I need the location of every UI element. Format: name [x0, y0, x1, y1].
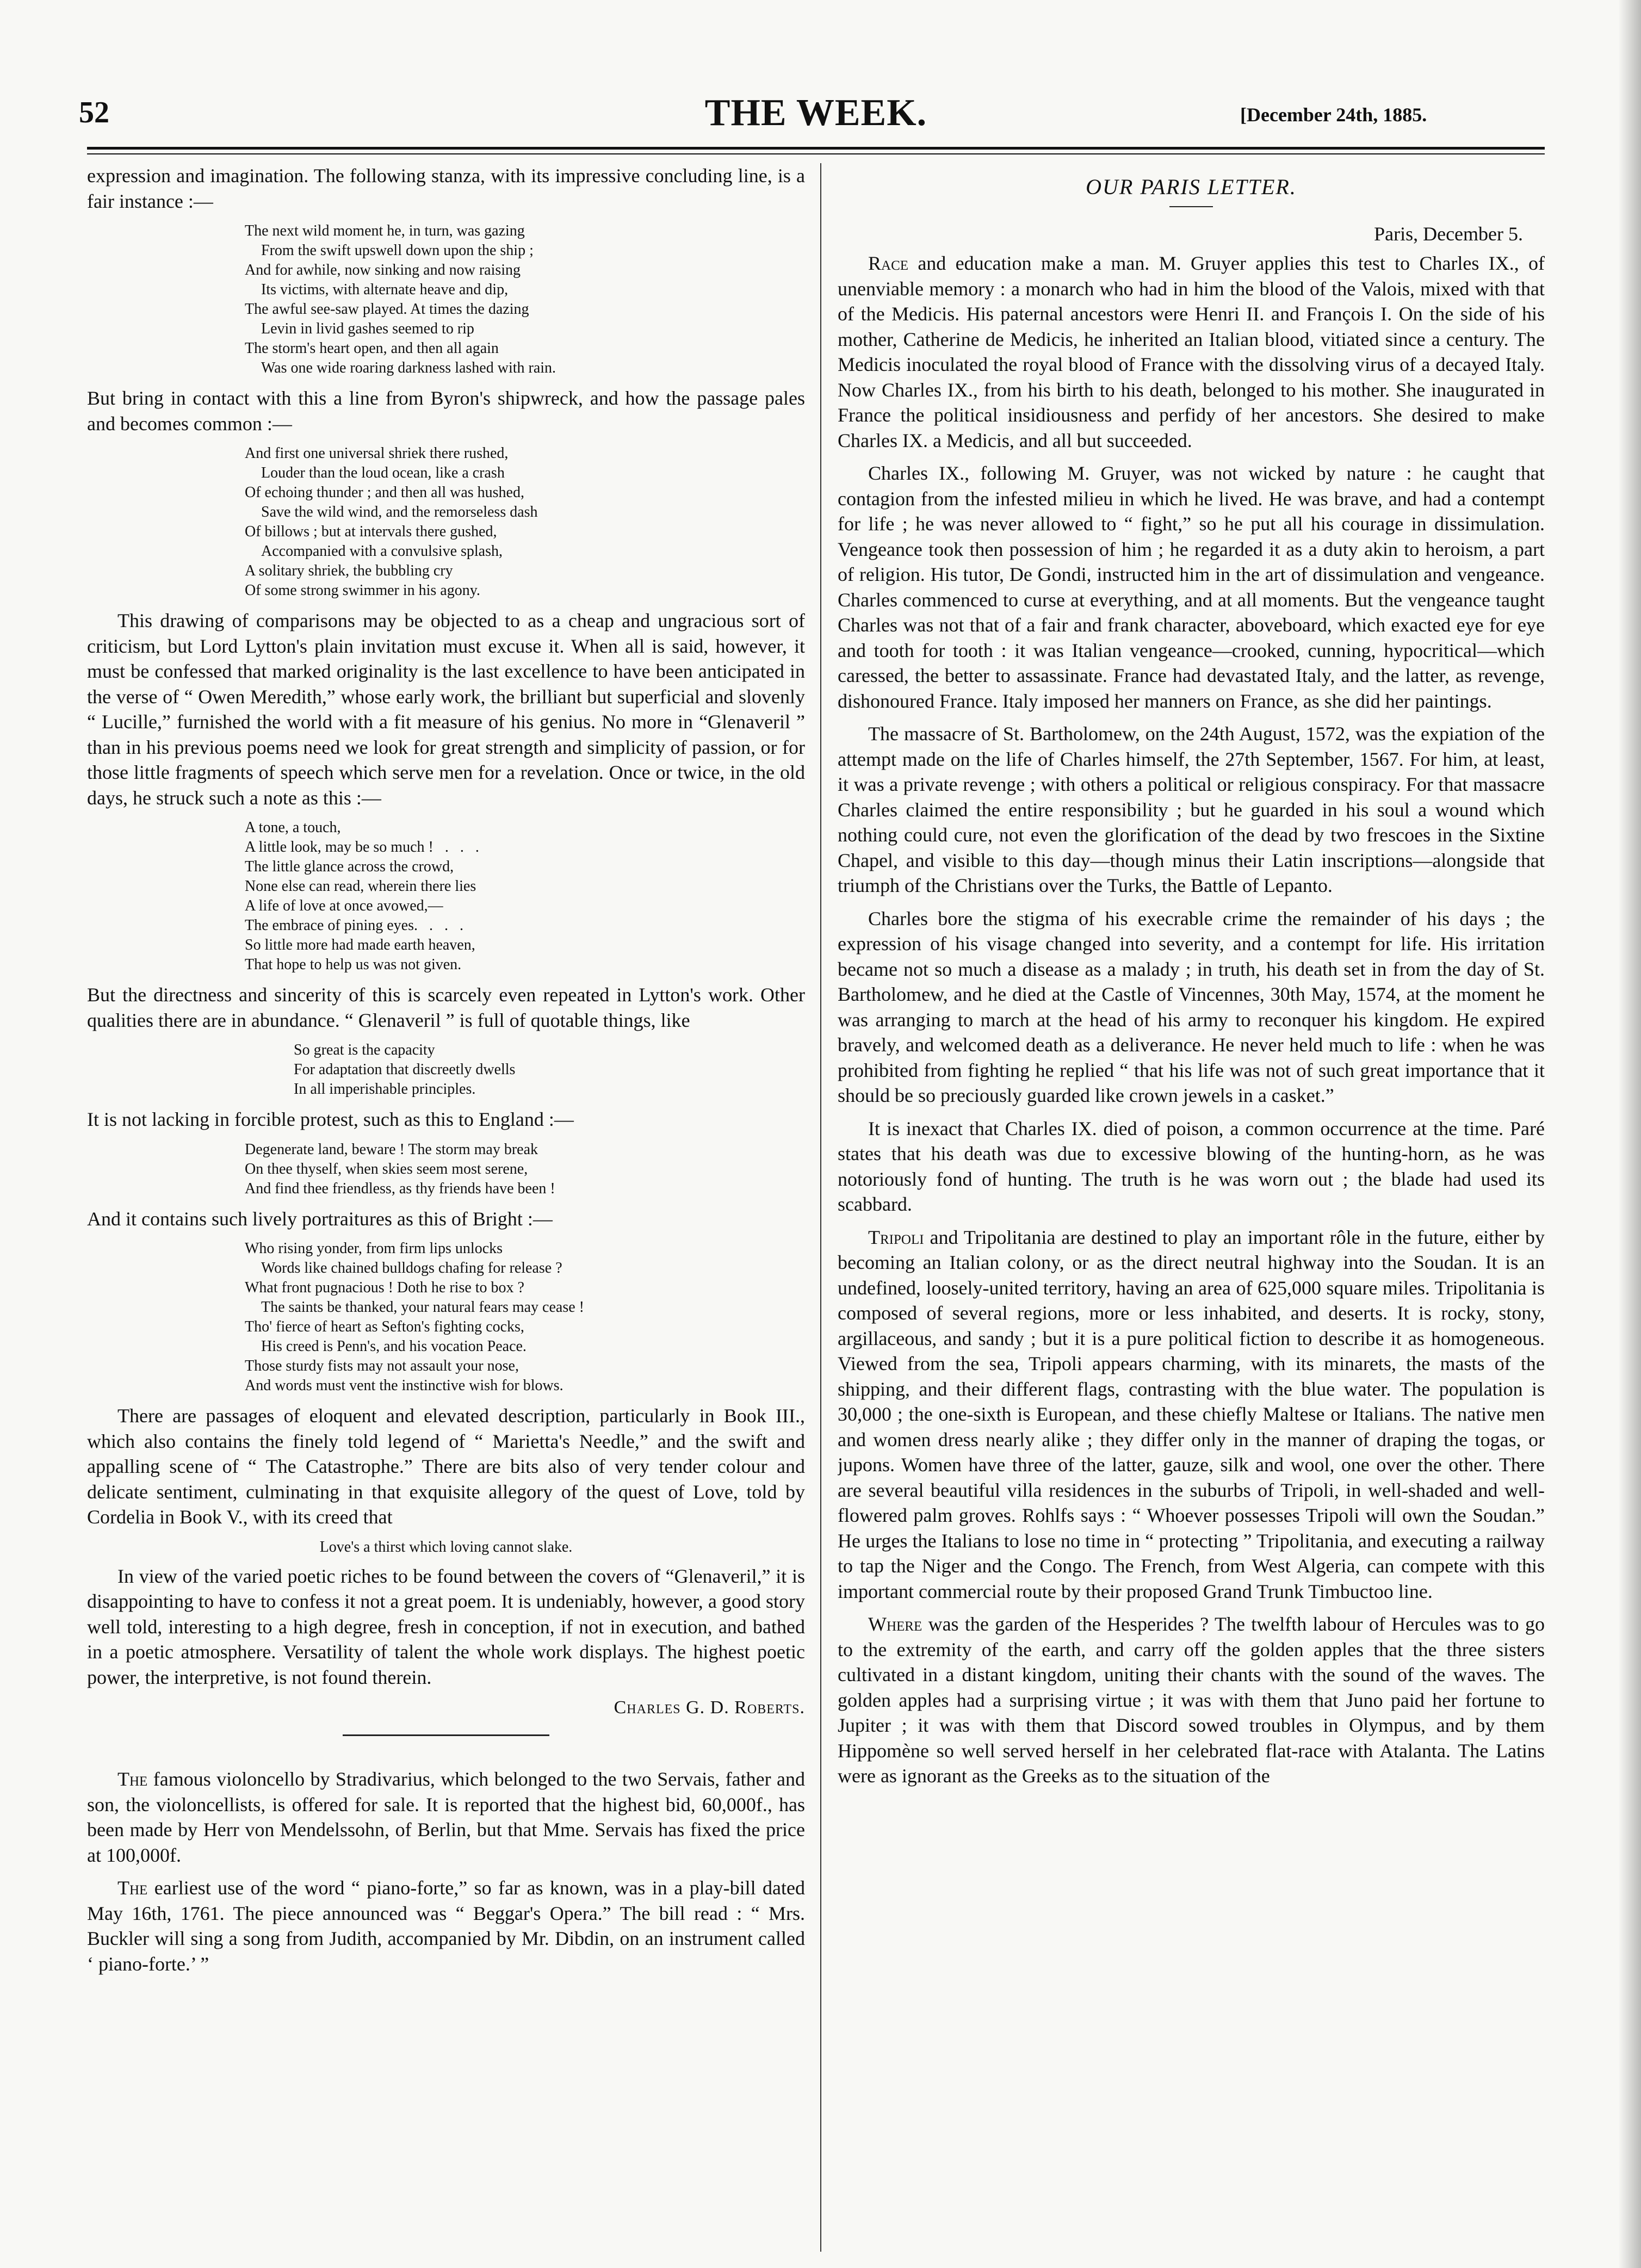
verse-line: None else can read, wherein there lies — [245, 878, 476, 895]
verse-owen-meredith — [245, 818, 805, 975]
section-divider — [343, 1734, 549, 1736]
verse-line: Degenerate land, beware ! The storm may break — [245, 1141, 538, 1158]
paragraph-charles: Charles IX., following M. Gruyer, was not wicked by nature : he caught that contagion from the infested milieu in which he lived. He was brave, and had a contempt for life ; he was never allowed to “ fight,” so he put all his courage in dissimulation. Vengeance took then possession of him ; he regarded it as a duty akin to heroism, a part of religion. His tutor, De Gondi, instructed him in the art of dissimulation and vengeance. Charles commenced to curse at everything, and at all moments. But the vengeance taught Charles was not that of a fair and frank character, aboveboard, which exacted eye for eye and tooth for tooth : it was Italian vengeance—crooked, cunning, hypocritical—which caressed, the better to assassinate. France had devastated Italy, and the latter, as revenge, dishonoured France. Italy imposed her manners on France, as she did her paintings. — [838, 462, 1545, 712]
page-edge-shadow — [1618, 0, 1641, 2268]
verse-line: Accompanied with a convulsive splash, — [261, 543, 503, 560]
verse-line: And words must vent the instinctive wish for blows. — [245, 1377, 563, 1394]
verse-line: The storm's heart open, and then all again — [245, 340, 499, 357]
verse-england — [245, 1140, 805, 1199]
verse-line: Levin in livid gashes seemed to rip — [261, 320, 474, 337]
paragraph-passages: There are passages of eloquent and elevated description, particularly in Book III., which also contains the finely told legend of “ Marietta's Needle,” and the swift and appalling scene of “ The Catastrophe.” There are bits also of very tender colour and delicate sentiment, culminating in that exquisite allegory of the quest of Love, told by Cordelia in Book V., with its creed that — [87, 1405, 805, 1528]
paragraph-bright: And it contains such lively portraitures as this of Bright :— — [87, 1207, 553, 1230]
heading-rule — [1169, 206, 1213, 207]
verse-line: For adaptation that discreetly dwells — [294, 1061, 516, 1078]
paragraph-race — [838, 251, 1545, 453]
verse-line: The saints be thanked, your natural fears may cease ! — [261, 1299, 584, 1316]
paragraph-text: was the garden of the Hesperides ? The twelfth labour of Hercules was to go to the extremity of the earth, and carry off the golden apples that the three sisters cultivated in a distant kingdom, uniting their chants with the sound of the waves. The golden apples had a surprising virtue ; it was with them that Juno paid her fortune to Jupiter ; it was with them that Discord sowed troubles in Olympus, and by them Hippomène so well served herself in her celebrated flat-race with Atalanta. The Latins were as ignorant as the Greeks as to the situation of the — [838, 1613, 1545, 1787]
verse-line: And find thee friendless, as thy friends have been ! — [245, 1180, 555, 1197]
lead-word: The — [117, 1877, 148, 1899]
paragraph-text: and Tripolitania are destined to play an important rôle in the future, either by becoming an Italian colony, or as the direct neutral highway into the Soudan. It is an undefined, loosely-united territory, having an area of 625,000 square miles. Tripolitania is composed of several regions, more or less inhabited, and deserts. It is rocky, stony, argillaceous, and sandy ; but it is a pure political fiction to describe it as homogeneous. Viewed from the sea, Tripoli appears charming, with its minarets, the masts of the shipping, and their different flags, contrasting with the blue water. The population is 30,000 ; the one-sixth is European, and these chiefly Maltese or Italians. The native men and women dress nearly alike ; they differ only in the manner of draping the togas, or jupons. Women have three of the latter, gauze, silk and wool, one over the other. There are several beautiful villa residences in the suburbs of Tripoli, in well-shaded and well-flowered palm groves. Rohlfs says : “ Whoever possesses Tripoli will own the Soudan.” He urges the Italians to lose no time in “ protecting ” Tripolitania, and executing a railway to tap the Niger and the Congo. The French, from West Algeria, can compete with this important commercial route by their proposed Grand Trunk Timbuctoo line. — [838, 1226, 1545, 1602]
verse-line: A life of love at once avowed,— — [245, 897, 443, 914]
left-column — [87, 163, 805, 2252]
lead-word: Tripoli — [868, 1226, 924, 1248]
paragraph-poison: It is inexact that Charles IX. died of poison, a common occurrence at the time. Paré states that his death was due to excessive blowing of the hunting-horn, as he was notoriously fond of hunting. The truth is he was worn out ; the blade had used its scabbard. — [838, 1117, 1545, 1215]
paragraph-protest: It is not lacking in forcible protest, such as this to England :— — [87, 1108, 574, 1130]
section-heading: OUR PARIS LETTER. — [1086, 175, 1297, 199]
paragraph-directness: But the directness and sincerity of this is scarcely even repeated in Lytton's work. Other qualities there are in abundance. “ Glenaveril ” is full of quotable things, like — [87, 984, 805, 1031]
paragraph-text: and education make a man. M. Gruyer applies this test to Charles IX., of unenviable memory : a monarch who had in him the blood of the Valois, mixed with that of the Medicis. His paternal ancestors were Henri II. and François I. On the side of his mother, Catherine de Medicis, he inherited an Italian blood, vitiated since a century. The Medicis inoculated the royal blood of France with the dissolving virus of a decayed Italy. Now Charles IX., from his birth to his death, belonged to his mother. She inaugurated in France the political insidiousness and perfidy of her ancestors. She desired to make Charles IX. a Medicis, and all but succeeded. — [838, 252, 1545, 451]
verse-line: Words like chained bulldogs chafing for release ? — [261, 1260, 562, 1276]
verse-line: The awful see-saw played. At times the dazing — [245, 301, 529, 318]
lead-word: The — [117, 1768, 148, 1790]
verse-line: A little look, may be so much ! . . . — [245, 839, 479, 856]
verse-line: And for awhile, now sinking and now raising — [245, 262, 521, 278]
verse-line: Save the wild wind, and the remorseless dash — [261, 504, 538, 520]
verse-line: Of billows ; but at intervals there gushed, — [245, 523, 497, 540]
verse-line: In all imperishable principles. — [294, 1081, 476, 1098]
paragraph-tripoli — [838, 1225, 1545, 1604]
paragraph-intro: expression and imagination. The following stanza, with its impressive concluding line, is a fair instance :— — [87, 165, 805, 212]
verse-line: A tone, a touch, — [245, 819, 341, 836]
verse-capacity — [294, 1040, 805, 1099]
verse-line: The little glance across the crowd, — [245, 858, 454, 875]
verse-line: Louder than the loud ocean, like a crash — [261, 464, 505, 481]
verse-line: From the swift upswell down upon the ship ; — [261, 242, 534, 259]
verse-byron — [245, 444, 805, 600]
lead-word: Where — [868, 1613, 922, 1635]
verse-love-thirst: Love's a thirst which loving cannot slake. — [319, 1538, 573, 1556]
paragraph-stigma: Charles bore the stigma of his execrable crime the remainder of his days ; the expression of his visage changed into severity, and a contempt for life. His irritation became not so much a disease as a malady ; in truth, his death set in from the day of St. Bartholomew, and he died at the Castle of Vincennes, 30th May, 1574, at the moment he was arranging to march at the head of his army to reconquer his kingdom. He expired bravely, and welcomed death as a deliverance. He never held much to life : when he was prohibited from fighting he replied “ that his life was not of such great importance that it should be so preciously guarded like crown jewels in a casket.” — [838, 907, 1545, 1106]
paragraph-text: earliest use of the word “ piano-forte,” so far as known, was in a play-bill dated May 16th, 1761. The piece announced was “ Beggar's Opera.” The bill read : “ Mrs. Buckler will sing a song from Judith, accompanied by Mr. Dibdin, on an instrument called ‘ piano-forte.’ ” — [87, 1877, 805, 1975]
paragraph-comparisons: This drawing of comparisons may be objected to as a cheap and ungracious sort of criticism, but Lord Lytton's plain invitation must excuse it. When all is said, however, it must be confessed that marked originality is the last excellence to have been anticipated in the verse of “ Owen Meredith,” whose early work, the brilliant but superficial and slovenly “ Lucille,” furnished the world with a fit measure of his genius. No more in “Glenaveril ” than in his previous poems need we look for great strength and simplicity of passion, or for those little fragments of speech which serve men for a revelation. Once or twice, in the old days, he struck such a note as this :— — [87, 610, 805, 809]
page-number: 52 — [79, 96, 109, 129]
verse-line: Those sturdy fists may not assault your nose, — [245, 1358, 519, 1374]
verse-line: Was one wide roaring darkness lashed with rain. — [261, 360, 556, 376]
header-rule-thick — [87, 147, 1545, 150]
paragraph-piano-forte — [87, 1875, 805, 1976]
verse-line: His creed is Penn's, and his vocation Peace. — [261, 1338, 527, 1355]
verse-line: And first one universal shriek there rushed, — [245, 445, 509, 462]
right-column — [838, 163, 1545, 2252]
paragraph-violoncello — [87, 1767, 805, 1868]
verse-line: That hope to help us was not given. — [245, 956, 462, 973]
paragraph-massacre: The massacre of St. Bartholomew, on the 24th August, 1572, was the expiation of the attempt made on the life of Charles himself, the 27th September, 1567. For him, at least, it was a private revenge ; with others a political or religious conspiracy. For that massacre Charles claimed the entire responsibility ; but he guarded in his soul a wound which nothing could cure, not even the glorification of the dead by two frescoes in the Sixtine Chapel, and visible to this day—though minus their Latin inscriptions—alongside that triumph of the Christians over the Turks, the Battle of Lepanto. — [838, 723, 1545, 896]
verse-line: Of some strong swimmer in his agony. — [245, 582, 480, 599]
paragraph-byron: But bring in contact with this a line from Byron's shipwreck, and how the passage pales and becomes common :— — [87, 387, 805, 435]
verse-line: Its victims, with alternate heave and dip, — [261, 281, 509, 298]
column-divider — [820, 163, 821, 2252]
header-rule-thin — [87, 153, 1545, 154]
page-header — [0, 0, 1641, 163]
paragraph-view: In view of the varied poetic riches to be found between the covers of “Glenaveril,” it is disappointing to have to confess it not a great poem. It is undeniably, however, a good story well told, interesting to a high degree, fresh in conception, if not in execution, and bathed in a poetic atmosphere. Versatility of talent the whole work displays. The highest poetic power, the interpretive, is not found therein. — [87, 1565, 805, 1688]
verse-line: So little more had made earth heaven, — [245, 937, 475, 953]
verse-line: The next wild moment he, in turn, was gazing — [245, 222, 525, 239]
verse-line: Who rising yonder, from firm lips unlocks — [245, 1240, 503, 1257]
journal-title: THE WEEK. — [704, 92, 927, 134]
signature: Charles G. D. Roberts. — [614, 1697, 805, 1718]
paragraph-hesperides — [838, 1612, 1545, 1789]
verse-bright — [245, 1239, 805, 1396]
verse-line: A solitary shriek, the bubbling cry — [245, 562, 453, 579]
verse-line: So great is the capacity — [294, 1042, 435, 1058]
verse-line: What front pugnacious ! Doth he rise to box ? — [245, 1279, 524, 1296]
verse-line: Tho' fierce of heart as Sefton's fighting cocks, — [245, 1318, 524, 1335]
issue-date: [December 24th, 1885. — [1240, 104, 1427, 126]
verse-line: Of echoing thunder ; and then all was hushed, — [245, 484, 524, 501]
verse-line: On thee thyself, when skies seem most serene, — [245, 1160, 528, 1178]
verse-stanza — [245, 221, 805, 378]
verse-line: The embrace of pining eyes. . . . — [245, 917, 463, 934]
dateline: Paris, December 5. — [1374, 223, 1523, 245]
lead-word: Race — [868, 252, 909, 274]
paragraph-text: famous violoncello by Stradivarius, which belonged to the two Servais, father and son, the violoncellists, is offered for sale. It is reported that the highest bid, 60,000f., has been made by Herr von Mendelssohn, of Berlin, but that Mme. Servais has fixed the price at 100,000f. — [87, 1768, 805, 1866]
